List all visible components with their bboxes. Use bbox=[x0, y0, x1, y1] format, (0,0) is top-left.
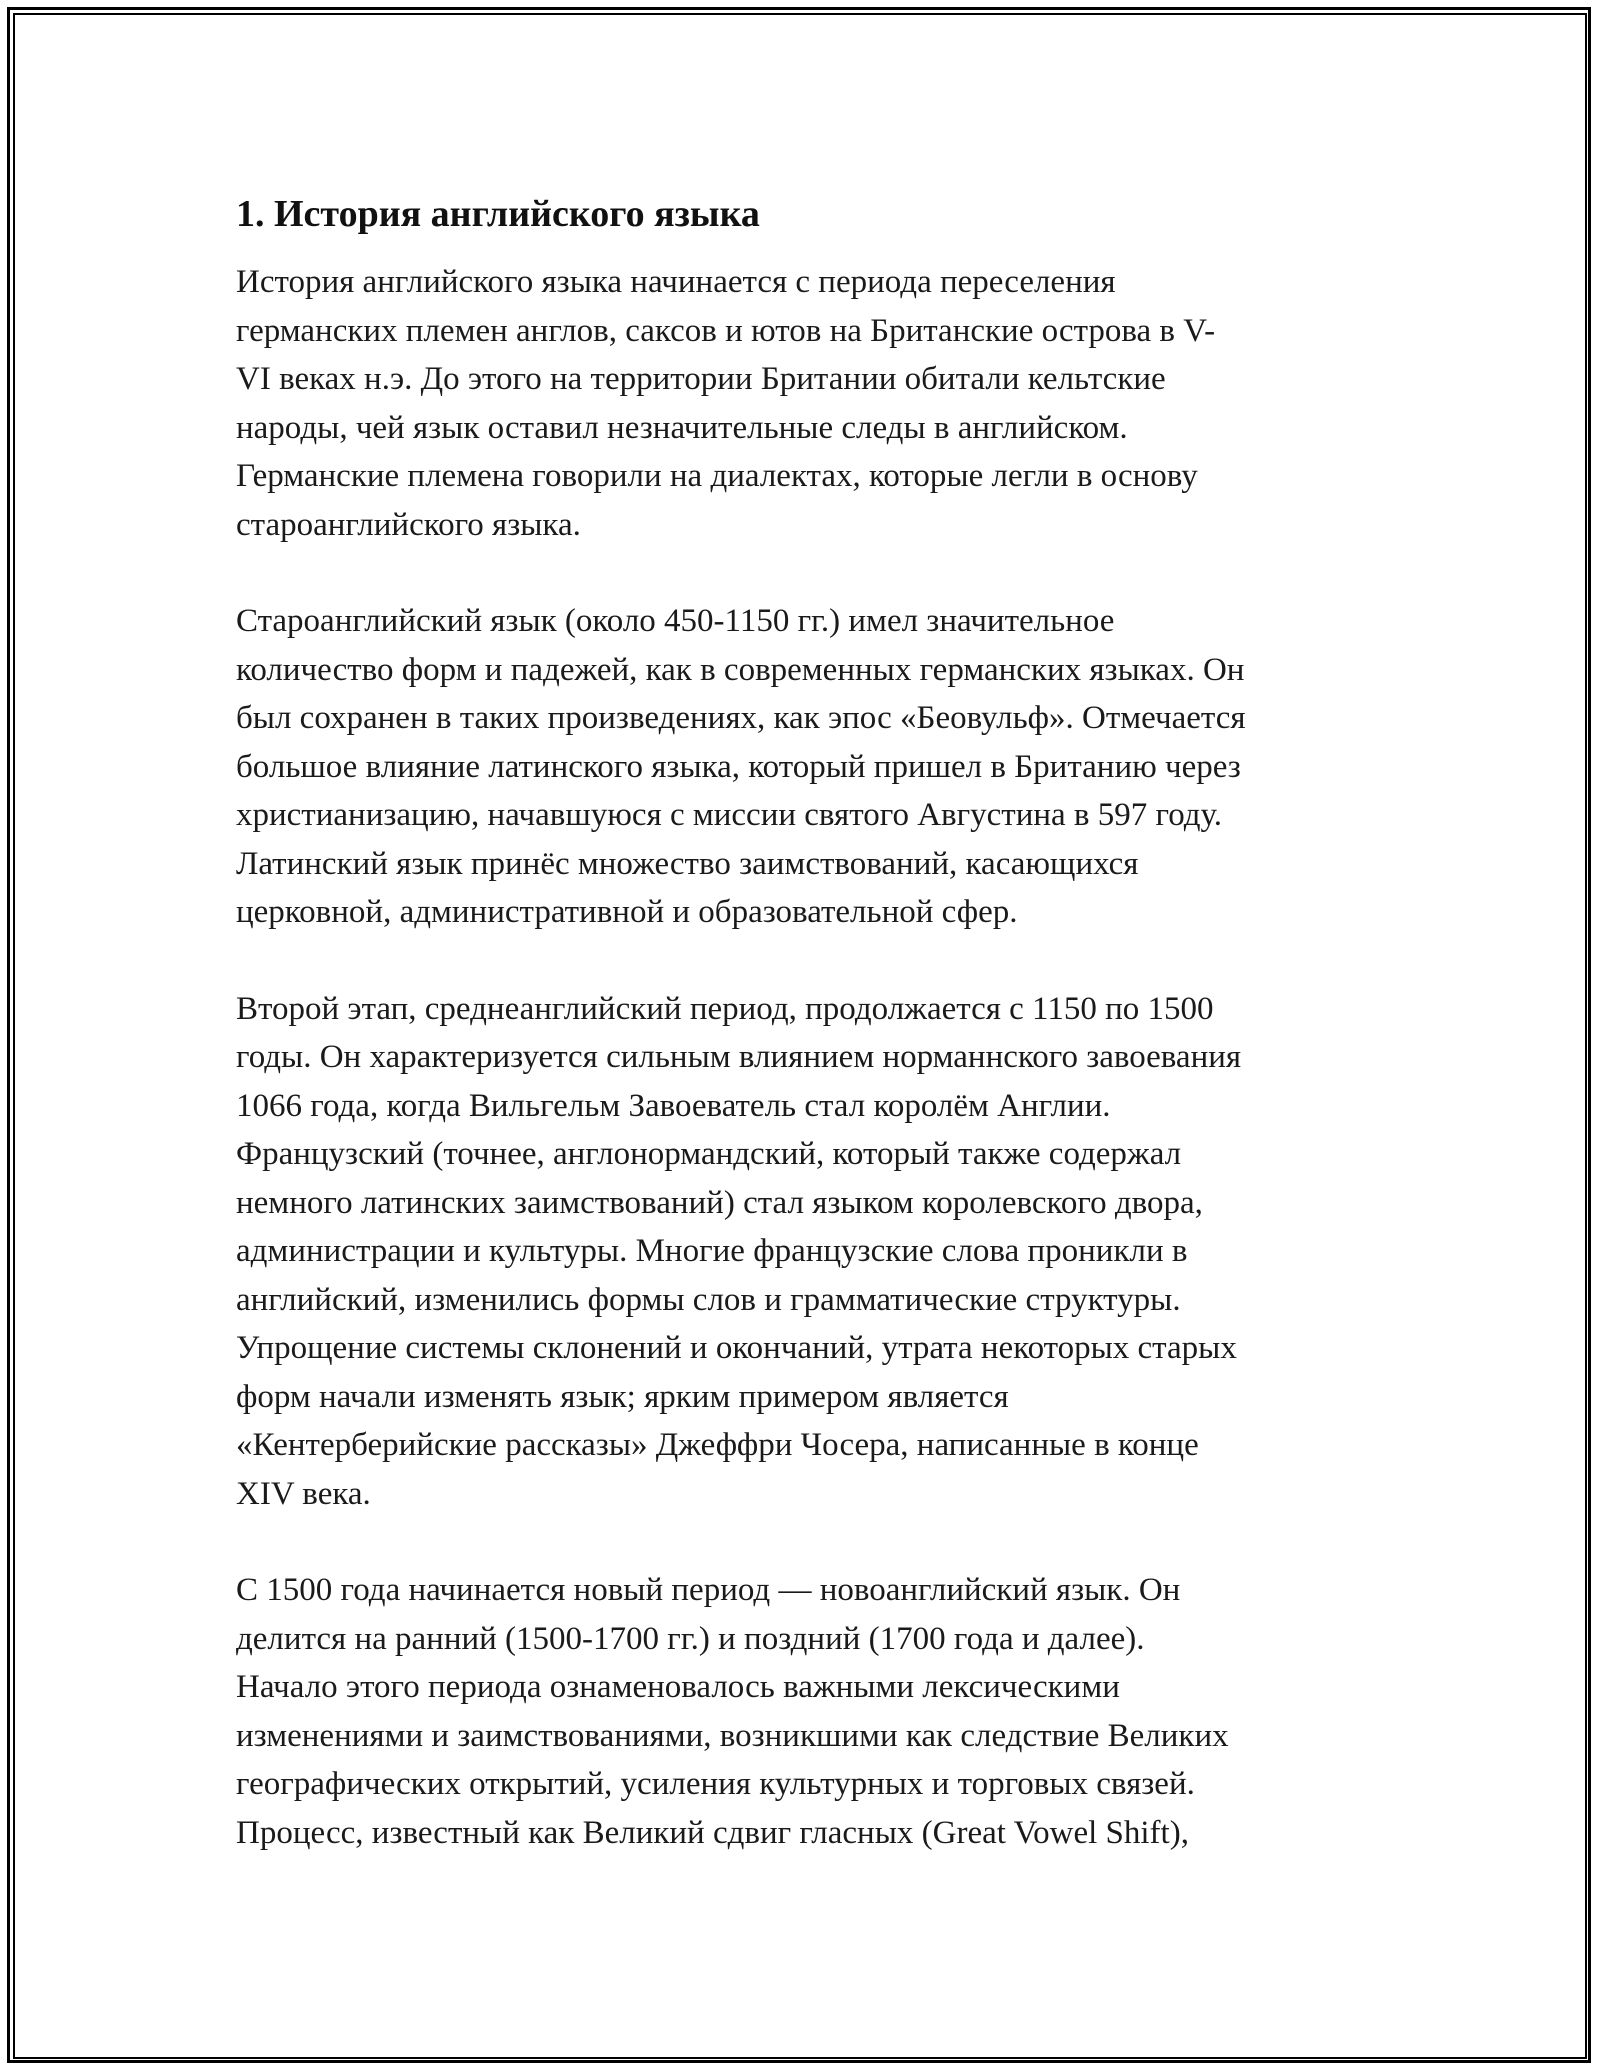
text-line: изменениями и заимствованиями, возникшими как следствие Великих bbox=[236, 1717, 1229, 1754]
text-line: количество форм и падежей, как в современных германских языках. Он bbox=[236, 651, 1245, 688]
text-line: 1066 года, когда Вильгельм Завоеватель стал королём Англии. bbox=[236, 1087, 1111, 1124]
paragraph-4 bbox=[236, 1566, 1366, 1857]
text-line: Французский (точнее, англонормандский, который также содержал bbox=[236, 1136, 1182, 1172]
paragraph-3 bbox=[236, 985, 1366, 1519]
text-line: английский, изменились формы слов и грамматические структуры. bbox=[236, 1281, 1181, 1318]
text-line: Староанглийский язык (около 450-1150 гг.) имел значительное bbox=[236, 603, 1115, 639]
section-heading: 1. История английского языка bbox=[236, 193, 760, 235]
document-body bbox=[236, 188, 1366, 1905]
text-line: С 1500 года начинается новый период — новоанглийский язык. Он bbox=[236, 1572, 1181, 1608]
paragraph-2 bbox=[236, 597, 1366, 937]
text-line: староанглийского языка. bbox=[236, 506, 581, 543]
text-line: Латинский язык принёс множество заимствований, касающихся bbox=[236, 845, 1139, 882]
text-line: христианизацию, начавшуюся с миссии святого Августина в 597 году. bbox=[236, 797, 1223, 833]
text-line: географических открытий, усиления культурных и торговых связей. bbox=[236, 1766, 1195, 1802]
text-line: годы. Он характеризуется сильным влиянием норманнского завоевания bbox=[236, 1039, 1242, 1075]
text-line: Упрощение системы склонений и окончаний, утрата некоторых старых bbox=[236, 1330, 1237, 1366]
text-line: народы, чей язык оставил незначительные следы в английском. bbox=[236, 409, 1128, 446]
text-line: церковной, административной и образовательной сфер. bbox=[236, 894, 1018, 930]
text-line: Германские племена говорили на диалектах, которые легли в основу bbox=[236, 458, 1198, 494]
text-line: XIV века. bbox=[236, 1475, 371, 1512]
text-line: «Кентерберийские рассказы» Джеффри Чосера, написанные в конце bbox=[236, 1427, 1199, 1463]
text-line: Второй этап, среднеанглийский период, продолжается с 1150 по 1500 bbox=[236, 990, 1214, 1027]
text-line: был сохранен в таких произведениях, как эпос «Беовульф». Отмечается bbox=[236, 700, 1246, 736]
paragraph-1 bbox=[236, 258, 1366, 549]
text-line: делится на ранний (1500-1700 гг.) и поздний (1700 года и далее). bbox=[236, 1620, 1145, 1657]
text-line: Процесс, известный как Великий сдвиг гласных (Great Vowel Shift), bbox=[236, 1814, 1189, 1851]
text-line: VI веках н.э. До этого на территории Британии обитали кельтские bbox=[236, 361, 1166, 397]
text-line: История английского языка начинается с периода переселения bbox=[236, 264, 1116, 300]
text-line: форм начали изменять язык; ярким примером является bbox=[236, 1378, 1009, 1415]
text-line: германских племен англов, саксов и ютов на Британские острова в V- bbox=[236, 312, 1216, 349]
text-line: большое влияние латинского языка, который пришел в Британию через bbox=[236, 748, 1241, 785]
text-line: администрации и культуры. Многие французские слова проникли в bbox=[236, 1233, 1188, 1269]
text-line: Начало этого периода ознаменовалось важными лексическими bbox=[236, 1669, 1120, 1705]
text-line: немного латинских заимствований) стал языком королевского двора, bbox=[236, 1184, 1203, 1221]
